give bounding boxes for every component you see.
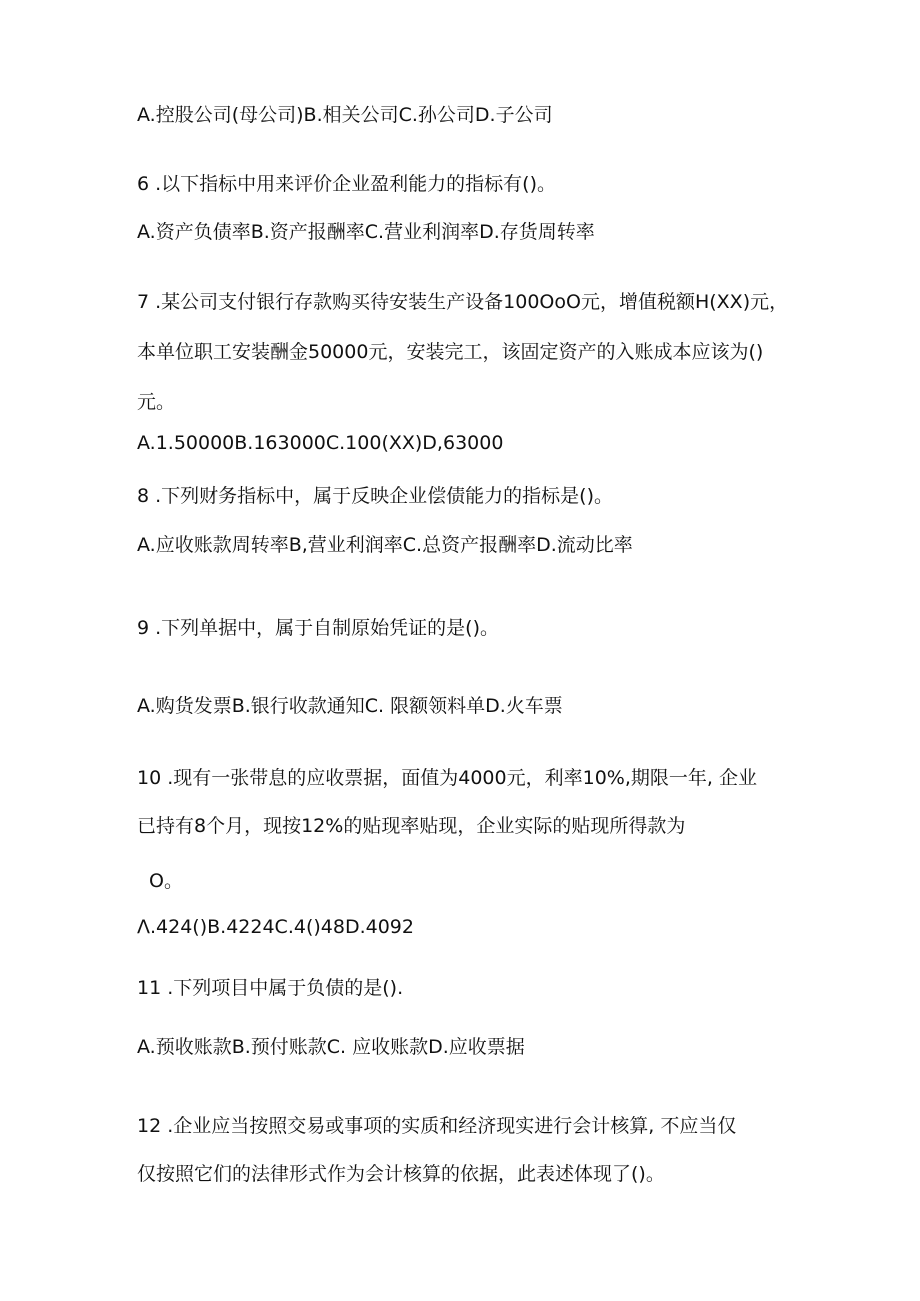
q7-question-line-3: 元。 [137, 391, 176, 413]
q11-question: 11 .下列项目中属于负债的是(). [137, 977, 404, 999]
q7-question-line-1: 7 .某公司支付银行存款购买待安装生产设备100OoO元，增值税额H(XX)元， [137, 291, 789, 313]
q8-question: 8 .下列财务指标中，属于反映企业偿债能力的指标是()。 [137, 485, 613, 507]
q12-question-line-2: 仅按照它们的法律形式作为会计核算的依据，此表述体现了()。 [137, 1163, 665, 1185]
q9-question: 9 .下列单据中，属于自制原始凭证的是()。 [137, 617, 499, 639]
q10-question-line-3: O。 [149, 870, 183, 892]
q11-options: A.预收账款B.预付账款C. 应收账款D.应收票据 [137, 1036, 525, 1058]
q6-question: 6 .以下指标中用来评价企业盈利能力的指标有()。 [137, 173, 556, 195]
q8-options: A.应收账款周转率B,营业利润率C.总资产报酬率D.流动比率 [137, 534, 633, 556]
q7-options: A.1.50000B.163000C.100(XX)D,63000 [137, 432, 504, 454]
q10-question-line-2: 已持有8个月，现按12%的贴现率贴现，企业实际的贴现所得款为 [137, 815, 686, 837]
q10-question-line-1: 10 .现有一张带息的应收票据，面值为4000元，利率10%,期限一年, 企业 [137, 767, 757, 789]
q6-options: A.资产负债率B.资产报酬率C.营业利润率D.存货周转率 [137, 221, 595, 243]
q12-question-line-1: 12 .企业应当按照交易或事项的实质和经济现实进行会计核算, 不应当仅 [137, 1115, 737, 1137]
q7-question-line-2: 本单位职工安装酬金50000元，安装完工，该固定资产的入账成本应该为() [137, 341, 764, 363]
q5-options: A.控股公司(母公司)B.相关公司C.孙公司D.子公司 [137, 104, 553, 126]
q9-options: A.购货发票B.银行收款通知C. 限额领料单D.火车票 [137, 695, 563, 717]
q10-options: Λ.424()B.4224C.4()48D.4092 [137, 916, 414, 938]
